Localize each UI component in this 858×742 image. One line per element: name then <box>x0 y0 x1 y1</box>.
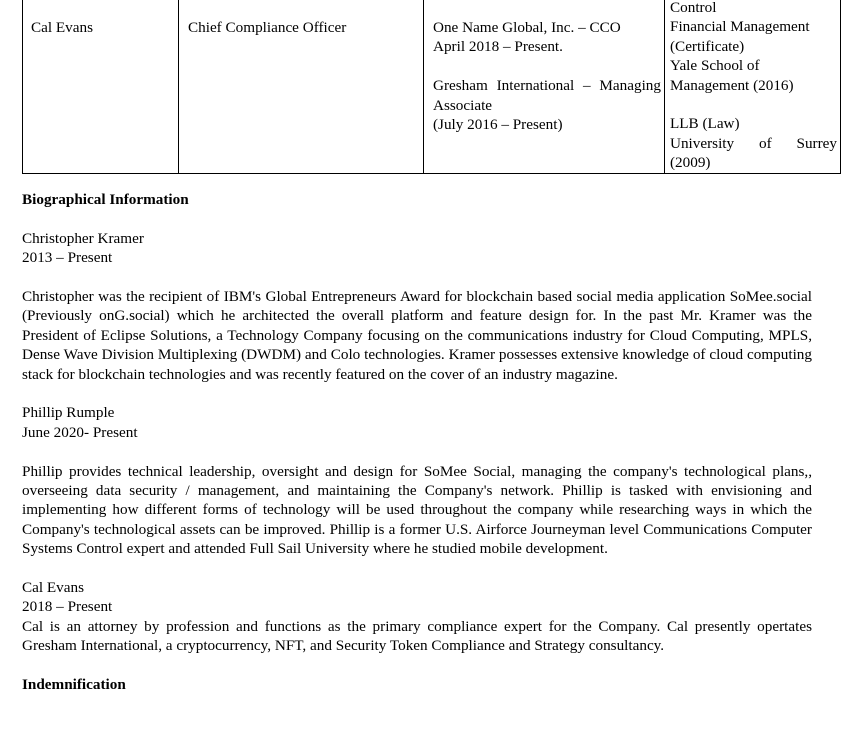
officer-title: Chief Compliance Officer <box>188 19 347 36</box>
officer-name: Cal Evans <box>31 19 94 36</box>
person-bio: Christopher was the recipient of IBM's Global Entrepreneurs Award for blockchain based social media application SoMee.social (Previously onG.social) which he architected the overall platform and feature design for. In the past Mr. Kramer was the President of Eclipse Solutions, a Technology Company focusing on the communications industry for Cloud Computing, MPLS, Dense Wave Division Multiplexing (DWDM) and Colo technologies. Kramer possesses extensive knowledge of cloud computing stack for blockchain technologies and was recently featured on the cover of an industry magazine. <box>22 288 812 383</box>
section-heading: Biographical Information <box>22 191 189 208</box>
education-line: LLB (Law) <box>670 115 740 133</box>
person-bio: Phillip provides technical leadership, oversight and design for SoMee Social, managing the company's technological plans,, overseeing data security / management, and maintaining the Company's network. Phillip is tasked with envisioning and implementing how different forms of technology will be used throughout the company while researching ways in which the Company's technological assets can be improved. Phillip is a former U.S. Airforce Journeyman level Communications Computer Systems Control expert and attended Full Sail University where he studied mobile development. <box>22 462 812 558</box>
person-name: Cal Evans <box>22 579 85 597</box>
education-line: Yale School of Management (2016) <box>670 57 794 94</box>
experience-line: April 2018 – Present. <box>433 38 563 56</box>
education-line: Control <box>670 0 717 16</box>
person-period: 2013 – Present <box>22 249 113 267</box>
name-cell <box>23 0 179 173</box>
experience-cell <box>424 0 665 173</box>
title-cell <box>179 0 424 173</box>
education-line: Financial Management (Certificate) <box>670 18 810 55</box>
table-row <box>23 0 841 173</box>
person-period: June 2020- Present <box>22 423 138 441</box>
experience-line: (July 2016 – Present) <box>433 116 563 134</box>
person-name: Christopher Kramer <box>22 229 144 247</box>
officers-table <box>22 0 841 174</box>
person-period: 2018 – Present <box>22 598 113 616</box>
education-line: University of Surrey (2009) <box>670 134 837 172</box>
experience-line: Gresham International – Managing Associate <box>433 77 661 114</box>
person-bio: Cal is an attorney by profession and functions as the primary compliance expert for the Company. Cal presently opertates Gresham International, a cryptocurrency, NFT, and Security Token Compliance and Strategy consultancy. <box>22 617 812 655</box>
biographical-section <box>22 190 812 694</box>
experience-line: One Name Global, Inc. – CCO <box>433 19 621 36</box>
person-name: Phillip Rumple <box>22 404 115 422</box>
education-cell <box>665 0 841 173</box>
section-heading: Indemnification <box>22 676 126 694</box>
